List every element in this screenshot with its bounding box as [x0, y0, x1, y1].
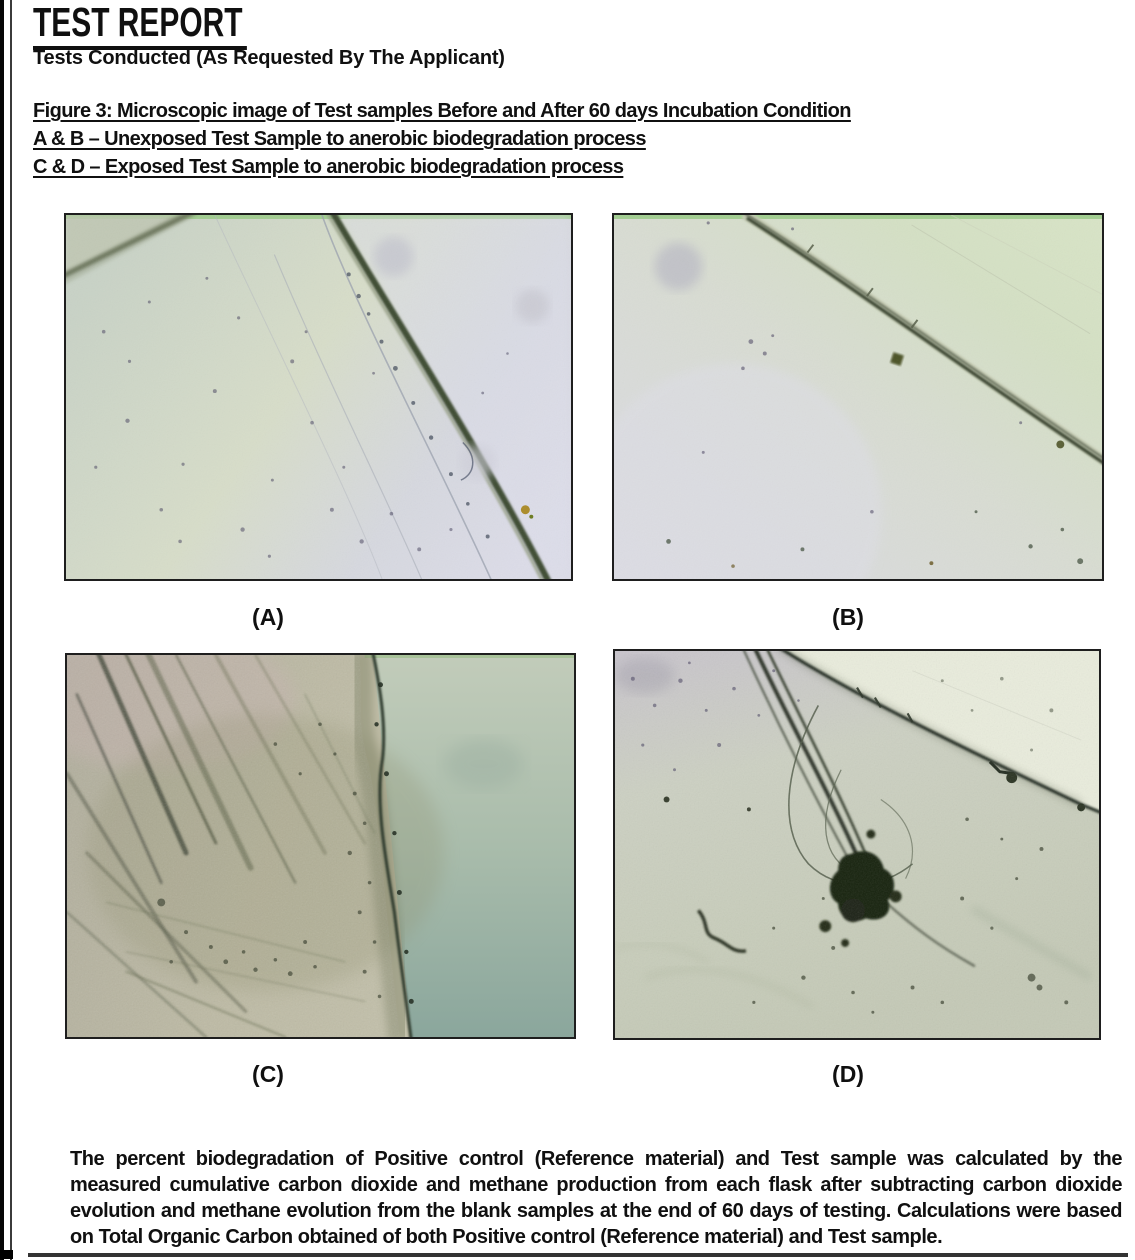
figure-caption-ab: A & B – Unexposed Test Sample to anerobic biodegradation process — [33, 128, 646, 150]
figure-caption-cd: C & D – Exposed Test Sample to anerobic biodegradation process — [33, 156, 624, 178]
figure-caption-title: Figure 3: Microscopic image of Test samples Before and After 60 days Incubation Condition — [33, 100, 851, 122]
panel-label-c: (C) — [252, 1061, 284, 1087]
micrograph-c — [65, 653, 576, 1039]
page-title — [33, 2, 247, 50]
micrograph-b-image — [614, 215, 1102, 579]
biodegradation-paragraph: The percent biodegradation of Positive control (Reference material) and Test sample was calculated by the measured cumulative carbon dioxide and methane production from each flask after subtracting carbon dioxide evolution and methane evolution from the blank samples at the end of 60 days of testing. Calculations were based on Total Organic Carbon obtained of both Positive control (Reference material) and Test sample. — [70, 1148, 1122, 1248]
panel-label-b: (B) — [832, 604, 864, 630]
scan-edge-mark — [0, 1250, 13, 1259]
micrograph-d — [613, 649, 1101, 1040]
micrograph-d-image — [615, 651, 1099, 1038]
scan-edge-strip — [0, 0, 4, 1260]
page-title-text: TEST REPORT — [33, 2, 247, 50]
panel-label-a: (A) — [252, 604, 284, 630]
micrograph-b — [612, 213, 1104, 581]
micrograph-a — [64, 213, 573, 581]
page-subtitle: Tests Conducted (As Requested By The Applicant) — [33, 47, 505, 69]
page-left-border — [10, 0, 12, 1260]
bottom-divider — [28, 1253, 1128, 1257]
micrograph-c-image — [67, 655, 574, 1037]
figure-captions — [33, 97, 851, 181]
panel-label-d: (D) — [832, 1061, 864, 1087]
micrograph-a-image — [66, 215, 571, 579]
